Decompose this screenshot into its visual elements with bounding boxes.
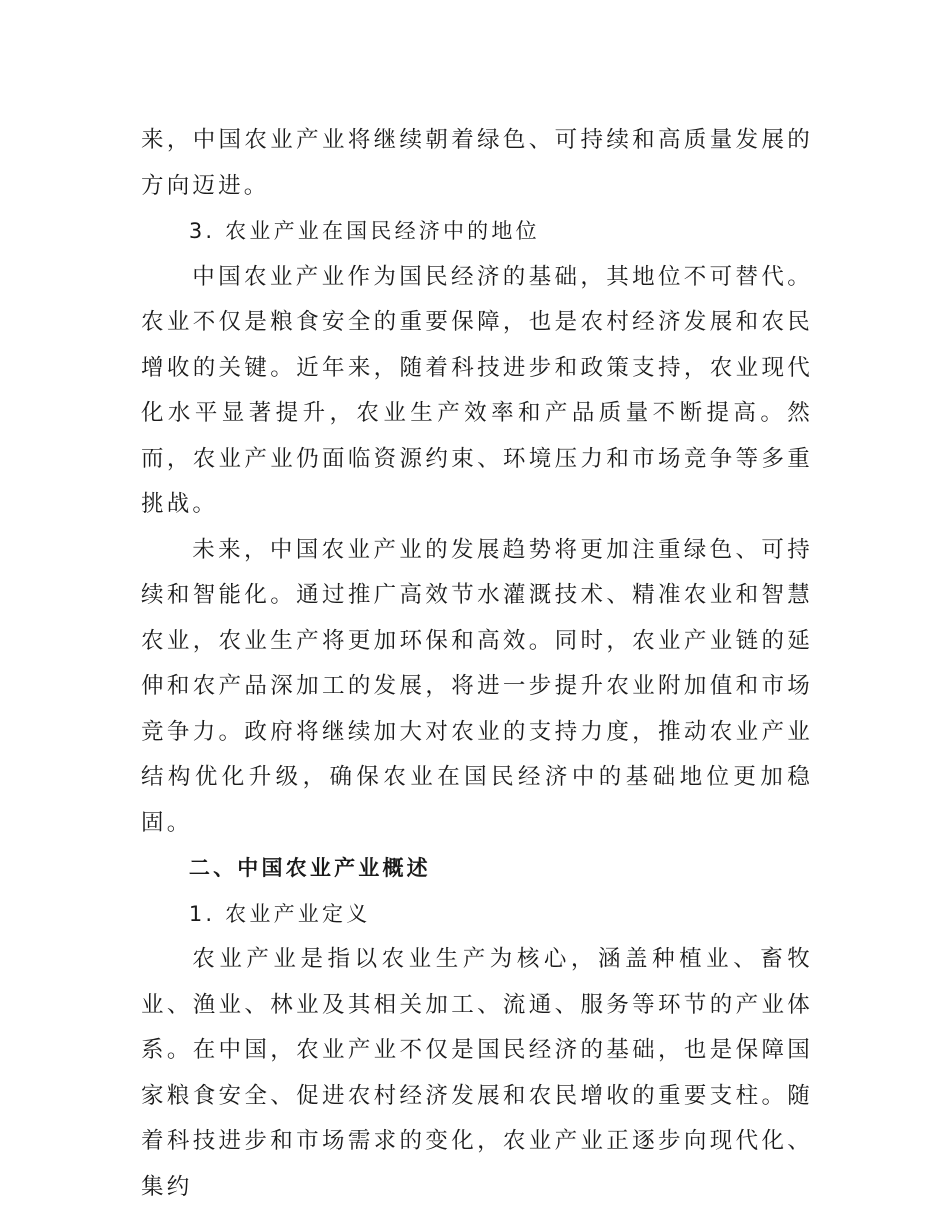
subheading-national-economy-position: 3. 农业产业在国民经济中的地位 xyxy=(188,219,540,243)
section-heading-overview: 二、中国农业产业概述 xyxy=(188,856,431,880)
paragraph-continued: 来，中国农业产业将继续朝着绿色、可持续和高质量发展的方向迈进。 xyxy=(141,127,813,199)
document-body xyxy=(141,118,813,1210)
subheading-definition: 1. 农业产业定义 xyxy=(188,901,371,926)
paragraph-definition: 农业产业是指以农业生产为核心，涵盖种植业、畜牧业、渔业、林业及其相关加工、流通、服务等环节的产业体系。在中国，农业产业不仅是国民经济的基础，也是保障国家粮食安全、促进农村经济发展和农民增收的重要支柱。随着科技进步和市场需求的变化，农业产业正逐步向现代化、集约 xyxy=(141,946,813,1200)
paragraph-future-trends: 未来，中国农业产业的发展趋势将更加注重绿色、可持续和智能化。通过推广高效节水灌溉技术、精准农业和智慧农业，农业生产将更加环保和高效。同时，农业产业链的延伸和农产品深加工的发展，将进一步提升农业附加值和市场竞争力。政府将继续加大对农业的支持力度，推动农业产业结构优化升级，确保农业在国民经济中的基础地位更加稳固。 xyxy=(141,536,813,836)
paragraph-position: 中国农业产业作为国民经济的基础，其地位不可替代。农业不仅是粮食安全的重要保障，也是农村经济发展和农民增收的关键。近年来，随着科技进步和政策支持，农业现代化水平显著提升，农业生产效率和产品质量不断提高。然而，农业产业仍面临资源约束、环境压力和市场竞争等多重挑战。 xyxy=(141,263,813,517)
